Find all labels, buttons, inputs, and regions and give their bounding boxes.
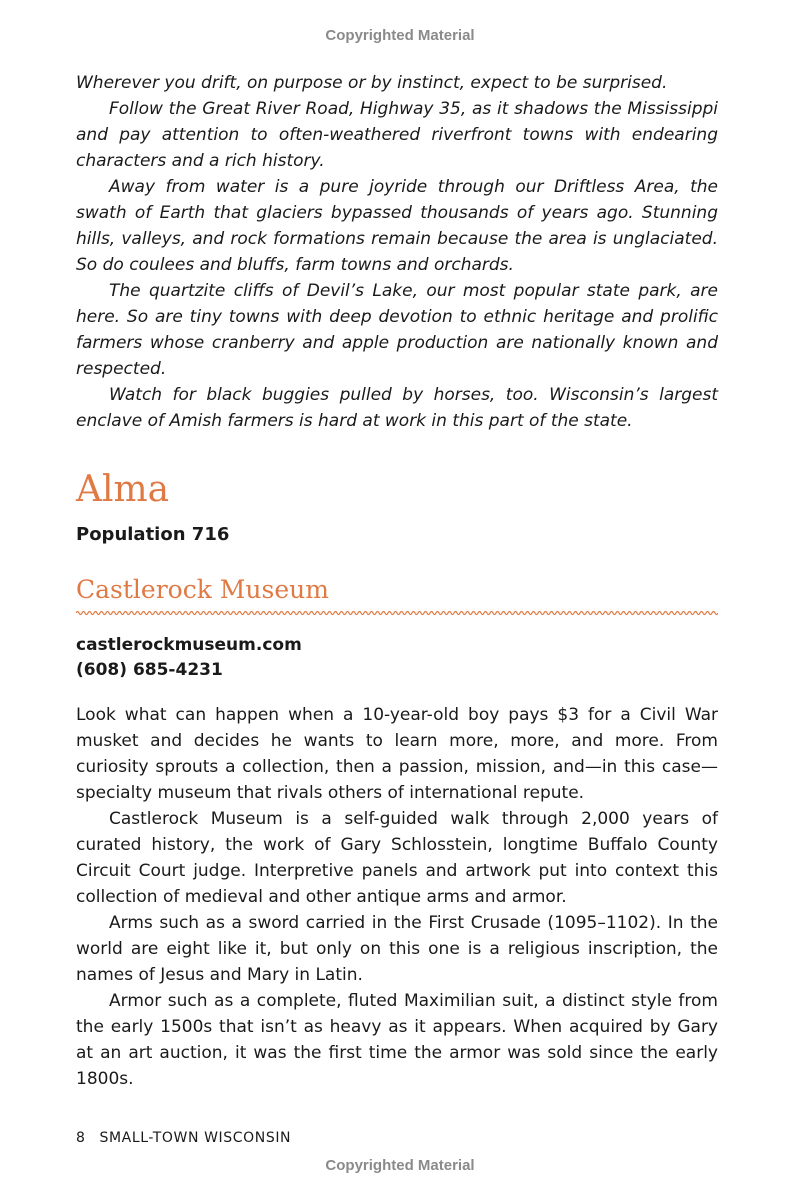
town-title: Alma (76, 469, 170, 510)
listing-body (76, 702, 718, 1092)
running-title: SMALL-TOWN WISCONSIN (99, 1130, 292, 1146)
contact-block (76, 633, 718, 683)
intro-paragraph: Away from water is a pure joyride through our Driftless Area, the swath of Earth that glaciers bypassed thousands of years ago. Stunning hills, valleys, and rock formations remain because the area is unglaciated. So do coulees and bluffs, farm towns and orchards. (76, 177, 718, 275)
body-paragraph: Armor such as a complete, fluted Maximilian suit, a distinct style from the early 1500s that isn’t as heavy as it appears. When acquired by Gary at an art auction, it was the first time the armor was sold since the early 1800s. (76, 991, 718, 1089)
body-paragraph: Look what can happen when a 10-year-old boy pays $3 for a Civil War musket and decides he wants to learn more, more, and more. From curiosity sprouts a collection, then a passion, mission, and—in this case—specialty museum that rivals others of international repute. (76, 705, 718, 803)
page-content (76, 70, 718, 1092)
page-footer (76, 1130, 291, 1146)
intro-paragraph: Wherever you drift, on purpose or by instinct, expect to be surprised. (76, 73, 668, 93)
website-link[interactable]: castlerockmuseum.com (76, 635, 302, 655)
intro-section (76, 70, 718, 434)
page-number: 8 (76, 1130, 86, 1146)
intro-paragraph: Watch for black buggies pulled by horses, too. Wisconsin’s largest enclave of Amish farmers is hard at work in this part of the state. (76, 385, 718, 431)
body-paragraph: Castlerock Museum is a self-guided walk through 2,000 years of curated history, the work of Gary Schlosstein, longtime Buffalo County Circuit Court judge. Interpretive panels and artwork put into context this collection of medieval and other antique arms and armor. (76, 809, 718, 907)
intro-paragraph: Follow the Great River Road, Highway 35, as it shadows the Mississippi and pay attention to often-weathered riverfront towns with endearing characters and a rich history. (76, 99, 718, 171)
copyright-watermark-bottom: Copyrighted Material (325, 1157, 475, 1174)
phone-number: (608) 685-4231 (76, 660, 223, 680)
body-paragraph: Arms such as a sword carried in the First Crusade (1095–1102). In the world are eight like it, but only on this one is a religious inscription, the names of Jesus and Mary in Latin. (76, 913, 718, 985)
intro-paragraph: The quartzite cliffs of Devil’s Lake, our most popular state park, are here. So are tiny towns with deep devotion to ethnic heritage and prolific farmers whose cranberry and apple production are nationally known and respected. (76, 281, 718, 379)
copyright-watermark-top: Copyrighted Material (325, 27, 475, 44)
population-label: Population 716 (76, 524, 230, 545)
listing-title: Castlerock Museum (76, 575, 329, 604)
wavy-divider (76, 609, 718, 617)
